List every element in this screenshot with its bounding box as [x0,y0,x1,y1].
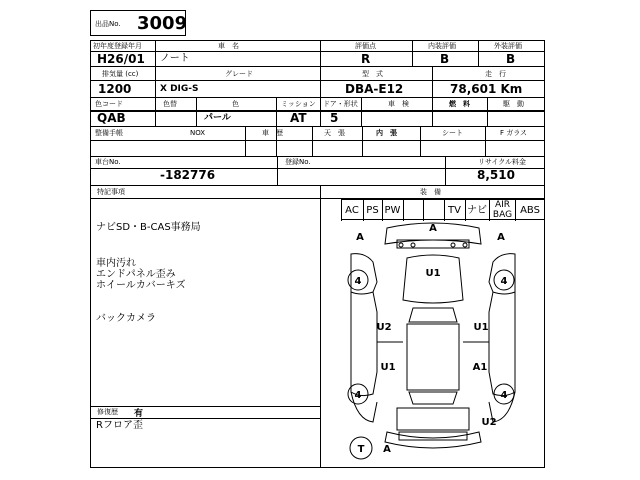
recycle-label: リサイクル料金 [478,158,527,166]
note-line-2: 車内汚れ [96,258,136,269]
equip-ps: PS [366,205,379,216]
mileage-label: 走 行 [485,70,506,78]
equip-label: 装 備 [420,188,441,196]
mark-front-left: A [356,232,364,243]
equip-airbag: AIR BAG [492,200,513,220]
note-line-3: エンドパネル歪み [96,269,176,280]
model-value: DBA-E12 [345,82,404,96]
mission-label: ミッション [281,100,316,108]
mark-wheel-rl: 4 [354,390,362,401]
mark-front-center: A [429,223,437,234]
score-value: R [361,52,371,66]
mark-rear-right: U2 [481,417,497,428]
mission-value: AT [290,111,307,125]
color-code-value: QAB [97,111,126,125]
nox-label: NOX [190,129,206,137]
drive-label: 駆 動 [503,100,524,108]
sunroof-label: 天 張 [324,129,345,137]
note-line-4: ホイールカバーキズ [96,280,186,291]
lot-label: 出品No. [95,20,121,28]
equip-abs: ABS [520,205,540,216]
lot-number: 3009 [137,13,188,34]
int-label: 内装評価 [428,42,456,50]
ext-value: B [506,52,516,66]
cc-value: 1200 [98,82,132,96]
seat-label: シート [442,129,463,137]
chassis-value: -182776 [160,168,216,182]
mark-door-rr: A1 [472,362,488,373]
equip-tv: TV [448,205,461,216]
ext-label: 外装評価 [494,42,522,50]
repair-label: 修復歴 [97,408,118,416]
mark-door-fl: U2 [376,322,392,333]
equip-navi: ナビ [467,205,487,216]
doors-value: 5 [330,111,339,125]
int-value: B [440,52,450,66]
cc-label: 排気量 (cc) [102,70,139,78]
recycle-value: 8,510 [477,168,515,182]
reg-label: 登録No. [285,158,311,166]
equip-ac: AC [345,205,359,216]
lot-box [90,10,186,36]
name-value: ノート [160,53,190,64]
mark-wheel-fr: 4 [500,276,508,287]
mark-front-right: A [497,232,505,243]
chassis-label: 車台No. [95,158,121,166]
year-label: 初年度登録年月 [93,42,142,50]
interior-label: 内 張 [376,129,397,137]
notes-label: 特記事項 [97,188,125,196]
inspection-label: 車 検 [388,100,409,108]
repair-note: Rフロア歪 [96,420,143,431]
mark-wheel-fl: 4 [354,276,362,287]
name-label: 車 名 [218,42,239,50]
note-line-1: ナビSD・B-CAS事務局 [96,222,201,233]
grade-label: グレード [225,70,253,78]
mark-wheel-rr: 4 [500,390,508,401]
model-label: 型 式 [362,70,383,78]
mark-door-fr: U1 [473,322,489,333]
history-label: 車 歴 [262,129,283,137]
color-value: パール [204,113,231,123]
doors-label: ドア・形状 [323,100,358,108]
mark-door-rl: U1 [380,362,396,373]
color-type-label: 色替 [163,100,177,108]
mark-rear-left: A [383,444,391,455]
grade-value: X DIG-S [160,84,199,94]
score-label: 評価点 [355,42,376,50]
repair-value: 有 [134,409,144,419]
year-value: H26/01 [97,52,145,66]
color-code-label: 色コード [95,100,123,108]
mark-hood: U1 [425,268,441,279]
mark-tire: T [357,444,365,455]
glass-label: F ガラス [500,129,528,137]
mileage-value: 78,601 Km [450,82,523,96]
fuel-label: 燃 料 [449,100,470,108]
manual-label: 整備手帳 [95,129,123,137]
car-damage-diagram [321,222,545,468]
note-line-5: バックカメラ [96,313,156,324]
equip-pw: PW [384,205,401,216]
color-label: 色 [232,100,239,108]
